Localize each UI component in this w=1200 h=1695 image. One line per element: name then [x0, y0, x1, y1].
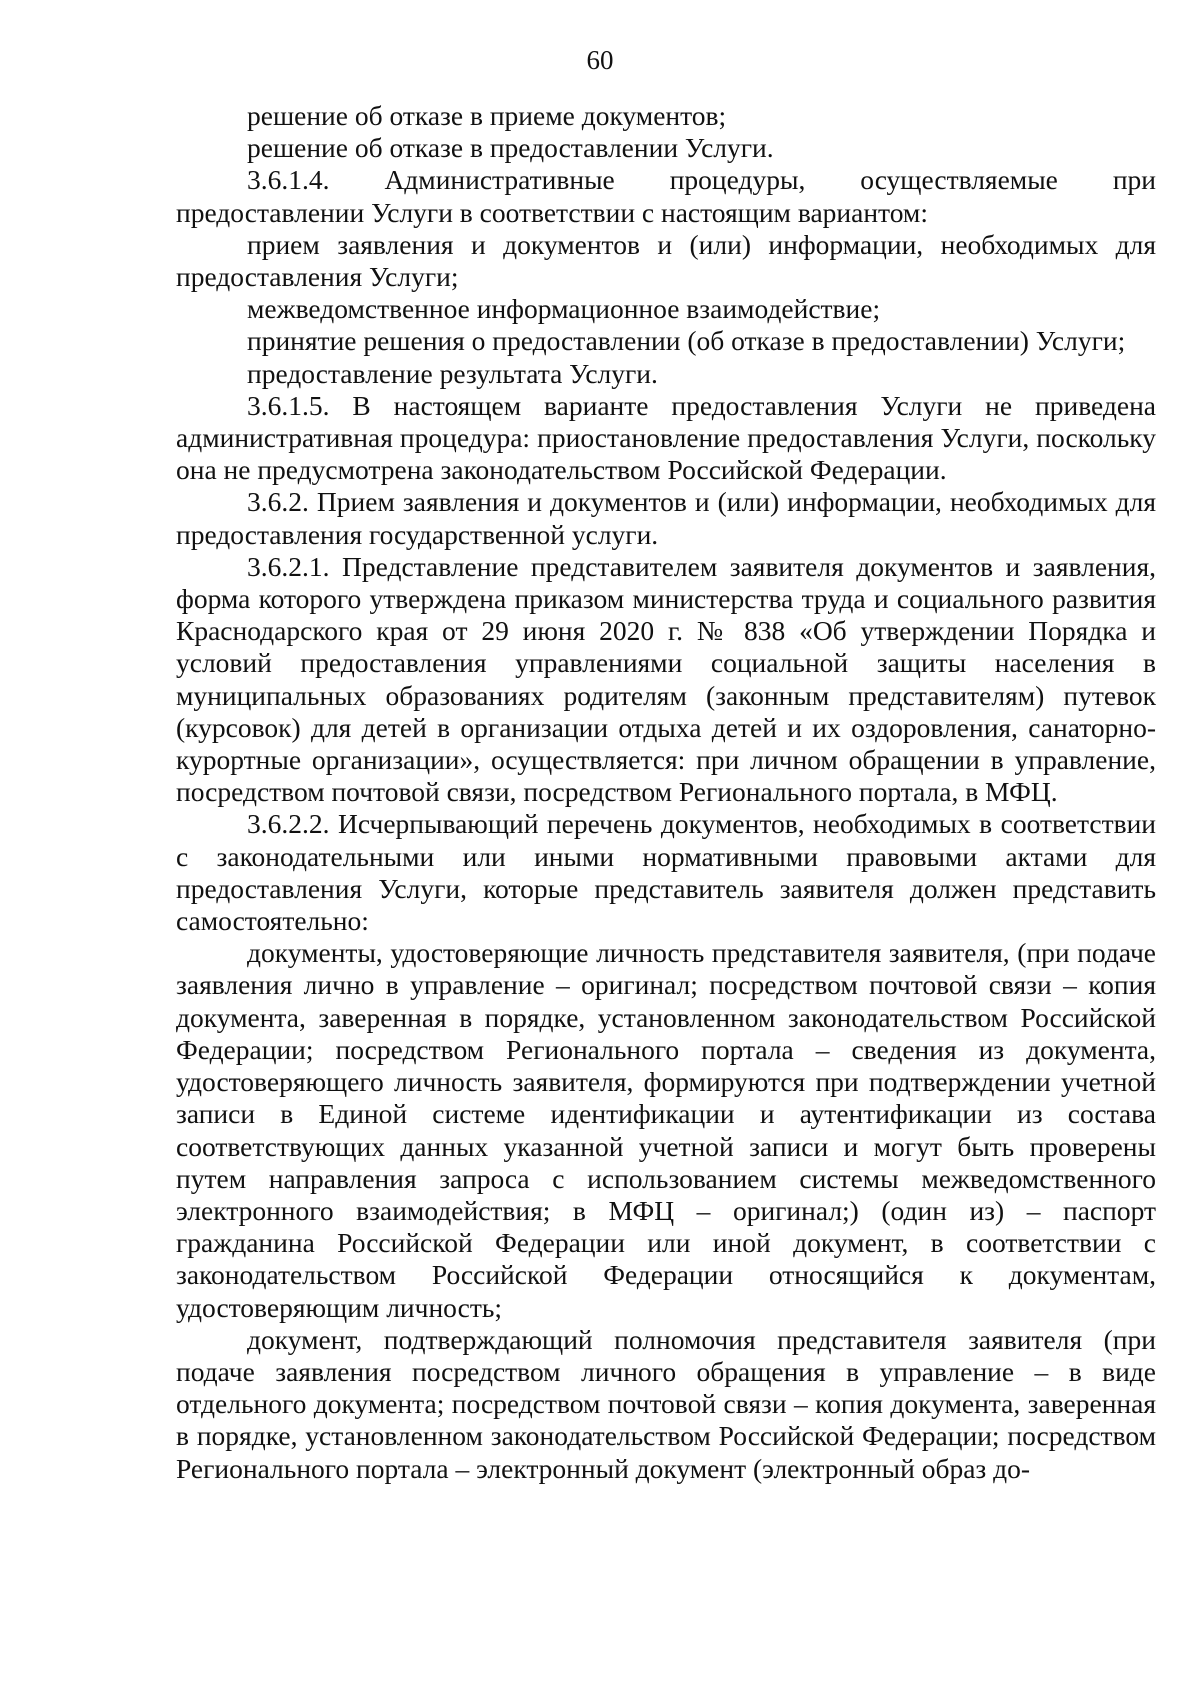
paragraph: решение об отказе в предоставлении Услуги.	[247, 132, 774, 164]
paragraph: предоставление результата Услуги.	[247, 357, 658, 389]
paragraph: 3.6.2.1. Представление представителем заявителя документов и заявления, форма которого утверждена приказом министерства труда и социального развития Краснодарского края от 29 июня 2020 г. № 838 «Об утверждении Порядка и условий предоставления управлениями социальной защиты населения в муниципальных образованиях родителям (законным представителям) путевок (курсовок) для детей в организации отдыха детей и их оздоровления, санаторно-курортные организации», осуществляется: при личном обращении в управление, посредством почтовой связи, посредством Регионального портала, в МФЦ.	[176, 550, 1156, 808]
page-number: 60	[586, 45, 614, 75]
paragraph: документ, подтверждающий полномочия представителя заявителя (при подаче заявления посредством личного обращения в управление – в виде отдельного документа; посредством почтовой связи – копия документа, заверенная в порядке, установленном законодательством Российской Федерации; посредством Регионального портала – электронный документ (электронный образ до-	[176, 1323, 1156, 1484]
document-body	[176, 100, 1156, 1485]
paragraph: принятие решения о предоставлении (об отказе в предоставлении) Услуги;	[247, 325, 1126, 357]
paragraph: 3.6.1.4. Административные процедуры, осуществляемые при предоставлении Услуги в соответствии с настоящим вариантом:	[176, 164, 1156, 228]
paragraph: документы, удостоверяющие личность представителя заявителя, (при подаче заявления лично в управление – оригинал; посредством почтовой связи – копия документа, заверенная в порядке, установленном законодательством Российской Федерации; посредством Регионального портала – сведения из документа, удостоверяющего личность заявителя, формируются при подтверждении учетной записи в Единой системе идентификации и аутентификации из состава соответствующих данных указанной учетной записи и могут быть проверены путем направления запроса с использованием системы межведомственного электронного взаимодействия; в МФЦ – оригинал;) (один из) – паспорт гражданина Российской Федерации или иной документ, в соответствии с законодательством Российской Федерации относящийся к документам, удостоверяющим личность;	[176, 937, 1156, 1323]
paragraph: решение об отказе в приеме документов;	[247, 100, 727, 131]
paragraph: прием заявления и документов и (или) информации, необходимых для предоставления Услуги;	[176, 228, 1156, 293]
paragraph: 3.6.2.2. Исчерпывающий перечень документов, необходимых в соответствии с законодательными или иными нормативными правовыми актами для предоставления Услуги, которые представитель заявителя должен представить самостоятельно:	[176, 808, 1156, 937]
paragraph: 3.6.2. Прием заявления и документов и (или) информации, необходимых для предоставления государственной услуги.	[176, 486, 1156, 550]
paragraph: межведомственное информационное взаимодействие;	[247, 293, 881, 325]
paragraph: 3.6.1.5. В настоящем варианте предоставления Услуги не приведена административная процедура: приостановление предоставления Услуги, поскольку она не предусмотрена законодательством Российской Федерации.	[176, 389, 1156, 486]
